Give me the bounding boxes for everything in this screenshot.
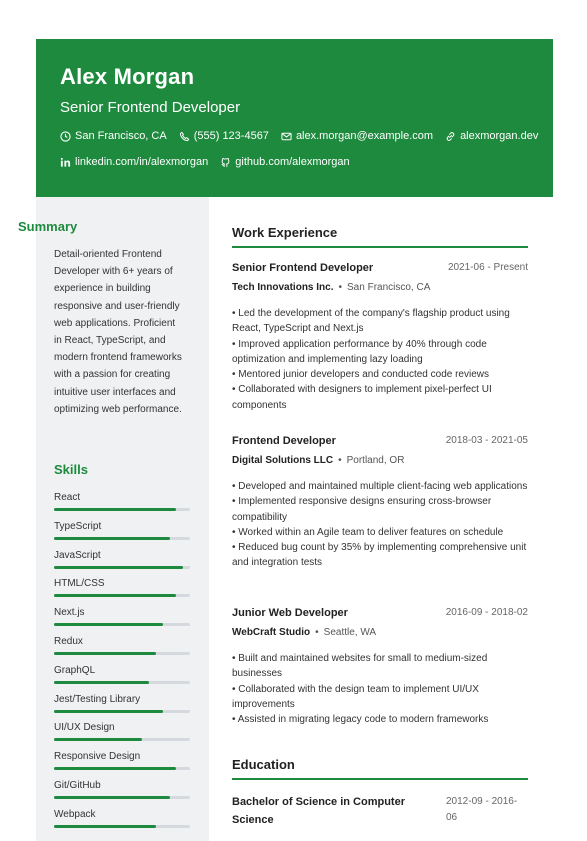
skill-item [54, 606, 190, 626]
skill-level-bar [54, 623, 190, 626]
mail-icon [281, 131, 292, 142]
skill-name: JavaScript [54, 549, 101, 561]
job-company-line: WebCraft Studio • Seattle, WA [232, 627, 377, 638]
skill-item [54, 779, 190, 799]
skill-item [54, 520, 190, 540]
skill-name: Next.js [54, 607, 85, 619]
skill-level-bar [54, 681, 190, 684]
linkedin-icon [60, 157, 71, 168]
candidate-title: Senior Frontend Developer [60, 99, 241, 116]
job-location: San Francisco, CA [347, 282, 431, 293]
job-company-line: Digital Solutions LLC • Portland, OR [232, 455, 405, 466]
contact-row [60, 156, 362, 168]
skill-name: Git/GitHub [54, 780, 101, 791]
job-bullet: • Improved application performance by 40% through code optimization and implementing lazy loading [232, 338, 487, 365]
job-bullet: • Mentored junior developers and conducted code reviews [232, 369, 489, 381]
job-bullet: • Built and maintained websites for small to medium-sized businesses [232, 653, 488, 680]
skill-level-fill [54, 537, 170, 540]
job-bullet: • Reduced bug count by 35% by implementing comprehensive unit and integration tests [232, 542, 527, 569]
education-heading: Education [232, 757, 528, 780]
skill-name: UI/UX Design [54, 722, 115, 734]
skill-name: Redux [54, 636, 83, 647]
skill-level-bar [54, 508, 190, 511]
job-bullets [232, 306, 528, 413]
skill-name: Jest/Testing Library [54, 693, 141, 705]
work-experience-heading: Work Experience [232, 225, 528, 248]
job-bullet: • Assisted in migrating legacy code to modern frameworks [232, 714, 489, 726]
candidate-name: Alex Morgan [60, 64, 195, 89]
skill-level-bar [54, 566, 190, 569]
job-title: Frontend Developer [232, 435, 336, 447]
job-bullets [232, 651, 528, 727]
skill-item [54, 808, 190, 828]
skill-item [54, 635, 190, 655]
skill-level-fill [54, 508, 176, 511]
job-title: Junior Web Developer [232, 607, 348, 619]
job-entry [232, 607, 528, 737]
skill-item [54, 721, 190, 741]
skills-heading: Skills [54, 462, 88, 477]
skill-level-bar [54, 738, 190, 741]
contact-website[interactable]: alexmorgan.dev [445, 130, 538, 142]
skill-name: GraphQL [54, 664, 96, 676]
skill-level-fill [54, 738, 142, 741]
summary-text: Detail-oriented Frontend Developer with 6+ years of experience in building responsive and user-friendly web applications. Proficient in React, TypeScript, and modern frontend frameworks with a passion for creating intuitive user interfaces and optimizing web performance. [54, 249, 182, 415]
skill-level-bar [54, 796, 190, 799]
job-company: WebCraft Studio [232, 627, 311, 638]
summary-heading: Summary [18, 219, 78, 234]
skill-item [54, 577, 190, 597]
skill-level-bar [54, 594, 190, 597]
job-bullet: • Worked within an Agile team to deliver features on schedule [232, 526, 504, 538]
skill-item [54, 491, 190, 511]
job-bullet: • Collaborated with designers to implement pixel-perfect UI components [232, 384, 492, 411]
skill-level-bar [54, 767, 190, 770]
skill-level-fill [54, 594, 176, 597]
skill-level-fill [54, 710, 163, 713]
contact-phone[interactable]: (555) 123-4567 [179, 130, 269, 142]
job-bullets [232, 479, 528, 571]
degree-title: Bachelor of Science in Computer Science [232, 796, 405, 826]
skill-level-fill [54, 681, 149, 684]
clock-icon [60, 131, 71, 142]
skill-level-bar [54, 652, 190, 655]
job-dates: 2021-06 - Present [447, 262, 528, 273]
job-location: Seattle, WA [323, 627, 377, 638]
job-company-line: Tech Innovations Inc. • San Francisco, CA [232, 282, 431, 293]
github-icon [220, 157, 231, 168]
skill-level-fill [54, 566, 183, 569]
skill-name: React [54, 492, 81, 503]
contact-location: San Francisco, CA [60, 130, 167, 142]
resume-header [36, 39, 553, 197]
job-title: Senior Frontend Developer [232, 262, 374, 274]
job-entry [232, 262, 528, 422]
skill-name: Webpack [54, 808, 96, 820]
job-company: Tech Innovations Inc. [232, 282, 334, 293]
contact-github[interactable]: github.com/alexmorgan [220, 156, 349, 168]
skill-level-fill [54, 767, 176, 770]
job-dates: 2016-09 - 2018-02 [445, 607, 528, 618]
job-bullet: • Collaborated with the design team to implement UI/UX improvements [232, 683, 479, 710]
degree-dates: 2012-09 - 2016-06 [446, 796, 518, 823]
job-entry [232, 435, 528, 595]
link-icon [445, 131, 456, 142]
skill-level-fill [54, 652, 156, 655]
contact-email[interactable]: alex.morgan@example.com [281, 130, 433, 142]
job-dates: 2018-03 - 2021-05 [445, 435, 528, 446]
phone-icon [179, 131, 190, 142]
skill-item [54, 750, 190, 770]
job-company: Digital Solutions LLC [232, 455, 334, 466]
job-bullet: • Developed and maintained multiple client-facing web applications [232, 481, 528, 492]
skill-item [54, 664, 190, 684]
skill-level-bar [54, 537, 190, 540]
skill-name: Responsive Design [54, 751, 141, 763]
skill-name: HTML/CSS [54, 578, 105, 590]
skill-level-bar [54, 825, 190, 828]
skill-item [54, 549, 190, 569]
skill-name: TypeScript [54, 520, 102, 532]
job-location: Portland, OR [346, 455, 405, 466]
contact-row [60, 130, 550, 142]
job-bullet: • Led the development of the company's flagship product using React, TypeScript and Next.js [232, 308, 510, 335]
job-bullet: • Implemented responsive designs ensuring cross-browser compatibility [232, 496, 492, 523]
contact-linkedin[interactable]: linkedin.com/in/alexmorgan [60, 156, 208, 168]
skill-level-bar [54, 710, 190, 713]
skill-level-fill [54, 796, 170, 799]
skill-level-fill [54, 825, 156, 828]
skill-item [54, 693, 190, 713]
skill-level-fill [54, 623, 163, 626]
